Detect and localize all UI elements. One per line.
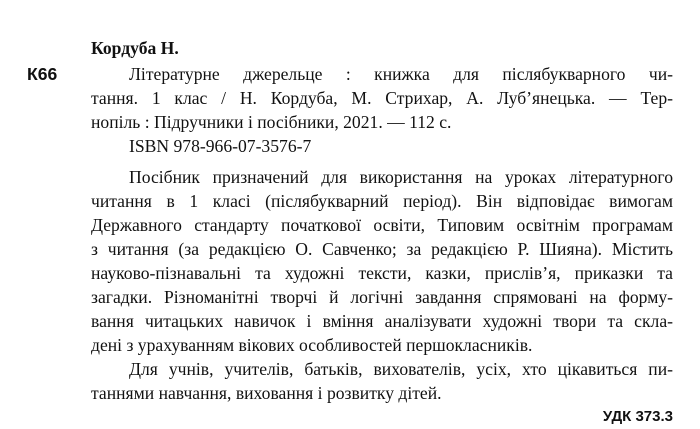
annotation-line-4: з читання (за редакцією О. Савченко; за редакцією Р. Шияна). Містить bbox=[91, 239, 673, 259]
annotation-line-5: науково-пізнавальні та художні тексти, казки, прислів’я, приказки та bbox=[91, 263, 673, 283]
bibliographic-line-1: Літературне джерельце : книжка для післябукварного чи- bbox=[129, 64, 673, 84]
audience-line-1: Для учнів, учителів, батьків, вихователів, усіх, хто цікавиться пи- bbox=[129, 359, 673, 379]
udc-code: УДК 373.3 bbox=[602, 408, 673, 425]
index-code: К66 bbox=[27, 64, 58, 84]
isbn: ISBN 978-966-07-3576-7 bbox=[129, 136, 312, 156]
author-heading: Кордуба Н. bbox=[91, 38, 179, 58]
annotation-line-2: читання в 1 класі (післябукварний період). Він відповідає вимогам bbox=[91, 191, 673, 211]
audience-line-2: таннями навчання, виховання і розвитку дітей. bbox=[91, 383, 442, 403]
annotation-line-8: дені з урахуванням вікових особливостей першокласників. bbox=[91, 335, 533, 355]
annotation-line-7: вання читацьких навичок і вміння аналізувати художні твори та скла- bbox=[91, 311, 673, 331]
annotation-line-6: загадки. Різноманітні творчі й логічні завдання спрямовані на форму- bbox=[91, 287, 673, 307]
bibliographic-line-3: нопіль : Підручники і посібники, 2021. — 112 с. bbox=[91, 112, 452, 132]
annotation-line-3: Державного стандарту початкової освіти, Типовим освітнім програмам bbox=[91, 215, 673, 235]
annotation-line-1: Посібник призначений для використання на уроках літературного bbox=[129, 167, 673, 187]
bibliographic-line-2: тання. 1 клас / Н. Кордуба, М. Стрихар, А. Луб’янецька. — Тер- bbox=[91, 88, 673, 108]
